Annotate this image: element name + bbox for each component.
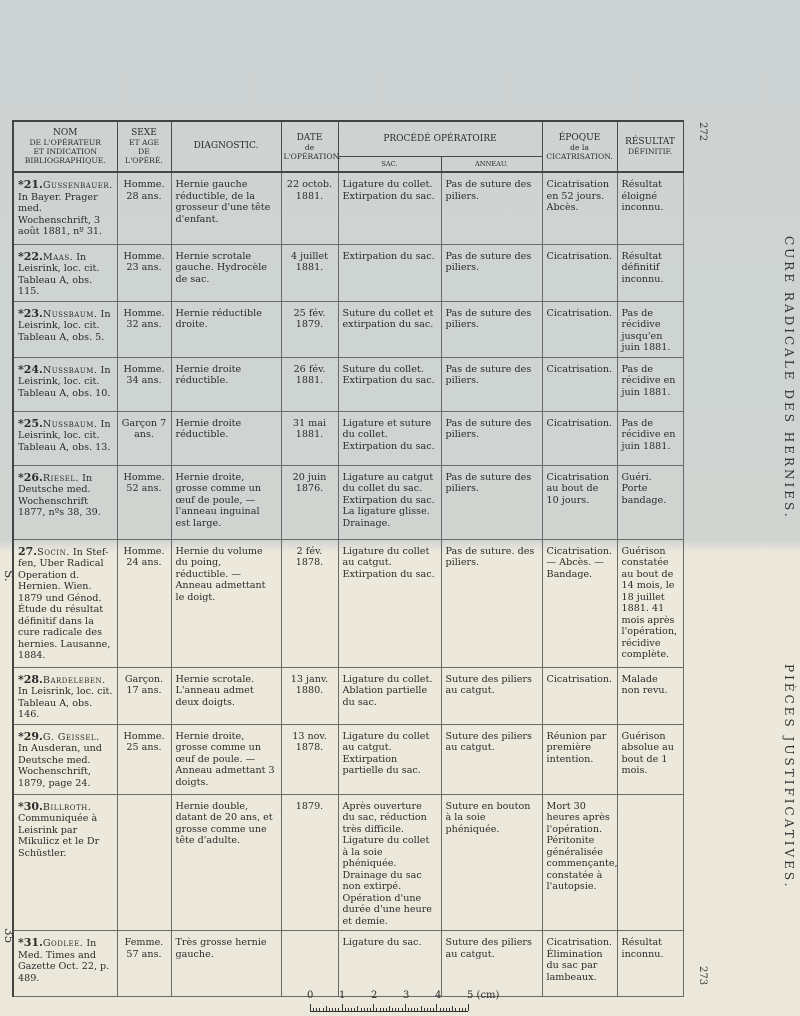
bibliographic-reference: In Bayer. Prager med. Wochenschrift, 3 août 1881, nº 31. — [18, 191, 103, 237]
header-epoch: ÉPOQUE de la CICATRISATION. — [542, 121, 617, 172]
scale-tick — [389, 1006, 390, 1011]
cell-diagnosis: Hernie droite, grosse comme un œuf de poule, — l'anneau inguinal est large. — [171, 465, 281, 539]
cell-procedure-sac: Suture du collet et extirpation du sac. — [338, 301, 441, 357]
scale-tick — [348, 1008, 349, 1011]
cell-epoch: Cicatrisation. — [542, 357, 617, 411]
hernia-cases-table — [12, 120, 684, 997]
table-row — [13, 794, 683, 931]
cell-procedure-sac: Ligature du collet au catgut. Extirpation du sac. — [338, 539, 441, 667]
table-row — [13, 667, 683, 724]
scale-tick — [395, 1008, 396, 1011]
cell-procedure-ring: Suture des piliers au catgut. — [441, 931, 542, 997]
cell-procedure-sac: Ligature du collet. Ablation partielle du sac. — [338, 667, 441, 724]
scale-label: 2 — [371, 990, 378, 1001]
cell-procedure-ring: Pas de suture des piliers. — [441, 465, 542, 539]
table-row — [13, 357, 683, 411]
cell-epoch: Mort 30 heures après l'opération. Péritonite généralisée commençante, constatée à l'autopsie. — [542, 794, 617, 931]
case-number: 27. — [18, 544, 38, 558]
cell-sex-age: Homme. 25 ans. — [117, 724, 171, 794]
cell-date — [281, 931, 338, 997]
table-row — [13, 539, 683, 667]
scale-tick — [402, 1008, 403, 1011]
cell-diagnosis: Hernie droite réductible. — [171, 411, 281, 465]
scale-tick — [345, 1008, 346, 1011]
scale-tick — [398, 1008, 399, 1011]
scale-tick — [449, 1008, 450, 1011]
cell-result: Guérison constatée au bout de 14 mois, le 18 juillet 1881. 41 mois après l'opération, récidive complète. — [617, 539, 683, 667]
scale-tick — [361, 1008, 362, 1011]
cell-epoch: Cicatrisation. — [542, 667, 617, 724]
operator-name: Riesel. — [42, 472, 80, 484]
folio-left-mark: S. — [2, 570, 16, 582]
scale-labels — [302, 990, 502, 1004]
cell-result: Pas de récidive en juin 1881. — [617, 357, 683, 411]
operator-name: Nussbaum. — [42, 364, 98, 376]
cell-sex-age: Homme. 24 ans. — [117, 539, 171, 667]
cell-procedure-sac: Suture du collet. Extirpation du sac. — [338, 357, 441, 411]
cell-author — [13, 465, 117, 539]
cell-sex-age: Homme. 52 ans. — [117, 465, 171, 539]
scale-tick — [440, 1008, 441, 1011]
cell-procedure-sac: Ligature du collet au catgut. Extirpation partielle du sac. — [338, 724, 441, 794]
scale-tick — [386, 1008, 387, 1011]
scale-tick — [427, 1008, 428, 1011]
header-author: NOM DE L'OPÉRATEUR ET INDICATION BIBLIOGRAPHIQUE. — [13, 121, 117, 172]
scale-tick — [326, 1006, 327, 1011]
header-result: RÉSULTAT DÉFINITIF. — [617, 121, 683, 172]
cell-diagnosis: Hernie gauche réductible, de la grosseur d'une tête d'enfant. — [171, 172, 281, 244]
operator-name: Billroth. — [42, 801, 92, 813]
cell-date: 4 juillet 1881. — [281, 244, 338, 301]
cell-epoch: Cicatrisation. — [542, 301, 617, 357]
operator-name: Socin. — [37, 546, 70, 558]
scale-tick — [373, 1004, 374, 1011]
cell-diagnosis: Hernie droite réductible. — [171, 357, 281, 411]
scale-tick — [342, 1004, 343, 1011]
scale-tick — [316, 1008, 317, 1011]
folio-left-bottom: 35 — [2, 928, 16, 944]
operator-name: Godlee. — [42, 938, 84, 949]
scale-tick — [433, 1008, 434, 1011]
cell-procedure-ring: Pas de suture. des piliers. — [441, 539, 542, 667]
folio-top: 272 — [697, 122, 708, 142]
cell-epoch: Cicatrisation en 52 jours. Abcès. — [542, 172, 617, 244]
scale-label: 3 — [403, 990, 410, 1001]
cell-procedure-ring: Suture des piliers au catgut. — [441, 724, 542, 794]
cell-procedure-sac: Ligature du sac. — [338, 931, 441, 997]
operator-name: Bardeleben. — [42, 674, 106, 686]
scale-tick — [364, 1008, 365, 1011]
cell-procedure-sac: Ligature et suture du collet. Extirpation du sac. — [338, 411, 441, 465]
scale-tick — [452, 1006, 453, 1011]
cell-author — [13, 724, 117, 794]
cell-procedure-sac: Ligature du collet. Extirpation du sac. — [338, 172, 441, 244]
cell-diagnosis: Hernie double, datant de 20 ans, et grosse comme une tête d'adulte. — [171, 794, 281, 931]
scale-tick — [424, 1008, 425, 1011]
cell-result: Malade non revu. — [617, 667, 683, 724]
scale-tick — [310, 1004, 311, 1011]
case-number: *21. — [18, 178, 43, 191]
scale-tick — [319, 1008, 320, 1011]
cell-procedure-ring: Pas de suture des piliers. — [441, 411, 542, 465]
cell-date: 13 janv. 1880. — [281, 667, 338, 724]
cell-author — [13, 172, 117, 244]
cell-author — [13, 794, 117, 931]
cell-procedure-ring: Pas de suture des piliers. — [441, 357, 542, 411]
case-number: *26. — [18, 470, 43, 484]
operator-name: Nussbaum. — [42, 308, 98, 320]
case-number: *25. — [18, 416, 43, 430]
cell-procedure-sac: Après ouverture du sac, réduction très difficile. Ligature du collet à la soie phéniquée. Drainage du sac non extirpé. Opération d'une durée d'une heure et demie. — [338, 794, 441, 931]
scale-tick — [335, 1008, 336, 1011]
scale-tick — [313, 1008, 314, 1011]
operator-name: Nussbaum. — [42, 418, 98, 430]
running-head-upper: CURE RADICALE DES HERNIES. — [782, 236, 796, 520]
scale-tick — [443, 1008, 444, 1011]
cell-sex-age: Homme. 23 ans. — [117, 244, 171, 301]
table-body — [13, 172, 683, 997]
scale-tick — [417, 1008, 418, 1011]
operator-name: G. Geissel. — [42, 731, 100, 743]
header-diagnosis: DIAGNOSTIC. — [171, 121, 281, 172]
cell-sex-age: Femme. 57 ans. — [117, 931, 171, 997]
header-procedure: PROCÉDÉ OPÉRATOIRE — [338, 121, 542, 157]
bibliographic-reference: In Leisrink, loc. cit. Tableau A, obs. 146. — [18, 686, 113, 720]
cell-date: 25 fév. 1879. — [281, 301, 338, 357]
scale-label: 0 — [307, 990, 314, 1001]
table-row — [13, 411, 683, 465]
cell-procedure-sac: Extirpation du sac. — [338, 244, 441, 301]
scale-tick — [421, 1006, 422, 1011]
header-procedure-sac: SAC. — [338, 157, 441, 173]
cell-result: Pas de récidive en juin 1881. — [617, 411, 683, 465]
measurement-scale — [302, 990, 500, 1012]
scale-tick — [367, 1008, 368, 1011]
cell-diagnosis: Hernie du volume du poing, réductible. — Anneau admettant le doigt. — [171, 539, 281, 667]
cell-author — [13, 411, 117, 465]
bibliographic-reference: In Leisrink, loc. cit. Tableau A, obs. 10. — [18, 364, 111, 399]
cell-author — [13, 539, 117, 667]
scale-tick — [459, 1008, 460, 1011]
cell-diagnosis: Hernie réductible droite. — [171, 301, 281, 357]
scale-tick — [436, 1004, 437, 1011]
scale-tick — [351, 1008, 352, 1011]
scale-tick — [354, 1008, 355, 1011]
scale-label: 5 (cm) — [467, 990, 500, 1001]
case-number: *23. — [18, 306, 43, 320]
cell-date: 31 mai 1881. — [281, 411, 338, 465]
scale-tick — [323, 1008, 324, 1011]
scale-tick — [376, 1008, 377, 1011]
cell-procedure-ring: Pas de suture des piliers. — [441, 301, 542, 357]
scale-tick — [338, 1008, 339, 1011]
scale-tick — [329, 1008, 330, 1011]
cell-sex-age: Homme. 32 ans. — [117, 301, 171, 357]
case-number: *22. — [18, 249, 43, 263]
scale-tick — [357, 1006, 358, 1011]
cell-epoch: Cicatrisation. Élimination du sac par lambeaux. — [542, 931, 617, 997]
scale-tick — [408, 1008, 409, 1011]
scale-tick — [414, 1008, 415, 1011]
cell-result: Guéri. Porte bandage. — [617, 465, 683, 539]
scale-label: 1 — [339, 990, 346, 1001]
bibliographic-reference: In Stef-fen, Uber Radical Operation d. Hernien. Wien. 1879 und Génod. Étude du résultat définitif dans la cure radicale des hernies. Lausanne, 1884. — [18, 546, 111, 661]
case-number: *24. — [18, 362, 43, 376]
cell-procedure-ring: Pas de suture des piliers. — [441, 172, 542, 244]
cell-diagnosis: Très grosse hernie gauche. — [171, 931, 281, 997]
scale-bar — [310, 1005, 468, 1012]
scale-tick — [370, 1008, 371, 1011]
case-number: *29. — [18, 729, 43, 743]
cell-date: 20 juin 1876. — [281, 465, 338, 539]
cell-date: 13 nov. 1878. — [281, 724, 338, 794]
cell-sex-age: Homme. 34 ans. — [117, 357, 171, 411]
operator-name: Gussenbauer. — [42, 180, 113, 191]
scale-tick — [383, 1008, 384, 1011]
cell-date: 1879. — [281, 794, 338, 931]
table-row — [13, 244, 683, 301]
scale-tick — [411, 1008, 412, 1011]
operator-name: Maas. — [42, 251, 74, 263]
scale-tick — [392, 1008, 393, 1011]
table-row — [13, 172, 683, 244]
cell-epoch: Cicatrisation. — [542, 411, 617, 465]
scale-label: 4 — [435, 990, 442, 1001]
scale-tick — [446, 1008, 447, 1011]
scale-tick — [462, 1008, 463, 1011]
case-number: *28. — [18, 672, 43, 686]
scale-tick — [430, 1008, 431, 1011]
bibliographic-reference: In Med. Times and Gazette Oct. 22, p. 489. — [18, 938, 110, 984]
bibliographic-reference: In Leisrink, loc. cit. Tableau A, obs. 115. — [18, 251, 100, 297]
cell-diagnosis: Hernie scrotale gauche. Hydrocèle de sac. — [171, 244, 281, 301]
cell-result: Résultat éloigné inconnu. — [617, 172, 683, 244]
bibliographic-reference: In Leisrink, loc. cit. Tableau A, obs. 5. — [18, 308, 111, 343]
cell-date: 2 fév. 1878. — [281, 539, 338, 667]
cell-sex-age — [117, 794, 171, 931]
cell-procedure-ring: Suture en bouton à la soie phéniquée. — [441, 794, 542, 931]
cell-author — [13, 931, 117, 997]
cell-epoch: Cicatrisation. — [542, 244, 617, 301]
table-row — [13, 724, 683, 794]
cell-procedure-ring: Suture des piliers au catgut. — [441, 667, 542, 724]
cell-author — [13, 244, 117, 301]
cell-diagnosis: Hernie droite, grosse comme un œuf de poule. — Anneau admettant 3 doigts. — [171, 724, 281, 794]
cell-author — [13, 301, 117, 357]
scale-tick — [468, 1004, 469, 1011]
case-number: *31. — [18, 936, 43, 949]
scale-tick — [405, 1004, 406, 1011]
cell-date: 26 fév. 1881. — [281, 357, 338, 411]
scale-tick — [455, 1008, 456, 1011]
cell-result: Pas de récidive jusqu'en juin 1881. — [617, 301, 683, 357]
scale-tick — [380, 1008, 381, 1011]
cell-sex-age: Homme. 28 ans. — [117, 172, 171, 244]
bibliographic-reference: In Deutsche med. Wochenschrift 1877, nºs 38, 39. — [18, 472, 101, 518]
cell-sex-age: Garçon. 17 ans. — [117, 667, 171, 724]
cell-procedure-ring: Pas de suture des piliers. — [441, 244, 542, 301]
bibliographic-reference: In Leisrink, loc. cit. Tableau A, obs. 13. — [18, 418, 111, 453]
header-date: DATE de L'OPÉRATION. — [281, 121, 338, 172]
cell-date: 22 octob. 1881. — [281, 172, 338, 244]
cell-procedure-sac: Ligature au catgut du collet du sac. Extirpation du sac. La ligature glisse. Drainage. — [338, 465, 441, 539]
cell-epoch: Cicatrisation au bout de 10 jours. — [542, 465, 617, 539]
header-procedure-ring: ANNEAU. — [441, 157, 542, 173]
case-number: *30. — [18, 799, 43, 813]
cell-author — [13, 357, 117, 411]
cell-sex-age: Garçon 7 ans. — [117, 411, 171, 465]
cell-result: Résultat inconnu. — [617, 931, 683, 997]
table-row — [13, 465, 683, 539]
table-row — [13, 931, 683, 997]
folio-bottom: 273 — [697, 966, 708, 986]
cell-epoch: Réunion par première intention. — [542, 724, 617, 794]
cell-epoch: Cicatrisation. — Abcès. — Bandage. — [542, 539, 617, 667]
bibliographic-reference: Communiquée à Leisrink par Mikulicz et le Dr Schüstler. — [18, 813, 100, 859]
table-header — [13, 121, 683, 172]
scale-tick — [332, 1008, 333, 1011]
table-row — [13, 301, 683, 357]
cell-author — [13, 667, 117, 724]
running-head-lower: PIÈCES JUSTIFICATIVES. — [782, 664, 796, 890]
scale-tick — [465, 1008, 466, 1011]
bibliographic-reference: In Ausderan, und Deutsche med. Wochenschrift, 1879, page 24. — [18, 743, 102, 789]
cell-result: Guérison absolue au bout de 1 mois. — [617, 724, 683, 794]
header-sex-age: SEXE ET AGE DE L'OPÉRÉ. — [117, 121, 171, 172]
cell-result: Résultat définitif inconnu. — [617, 244, 683, 301]
cell-diagnosis: Hernie scrotale. L'anneau admet deux doigts. — [171, 667, 281, 724]
cell-result — [617, 794, 683, 931]
